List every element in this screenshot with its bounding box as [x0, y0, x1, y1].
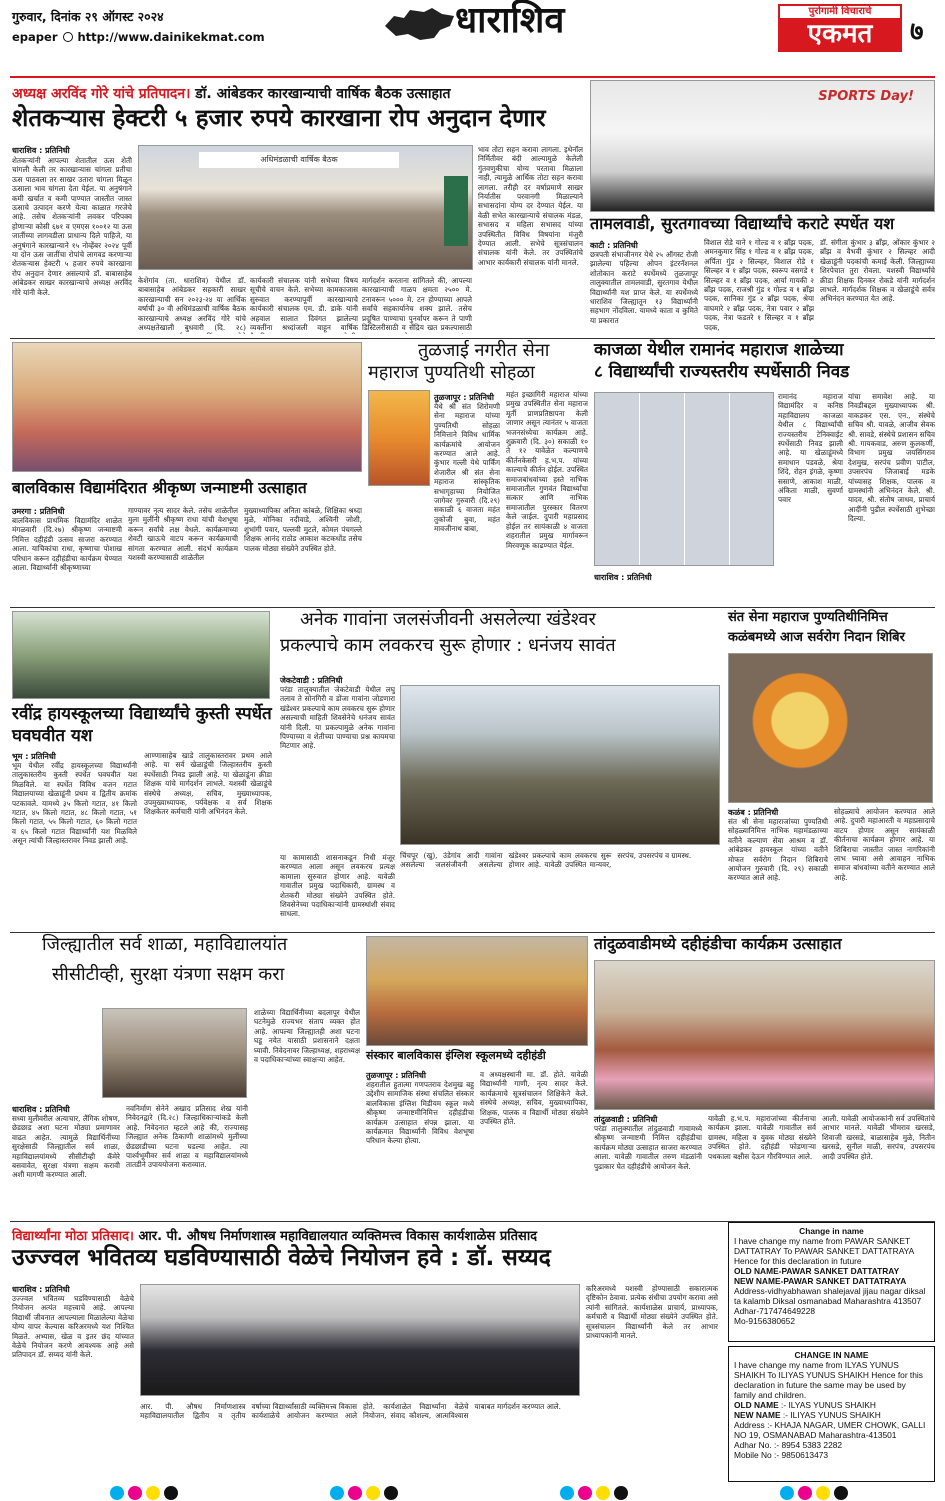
podium-logo: [444, 176, 468, 246]
dateline: कळंब : प्रतिनिधी: [728, 808, 779, 817]
body-col-1: परंडा तालुक्यातील जेकटेवाडी येथील लघु तलाव ते सोनगिरी व डोंजा गावांना जोडणारा खंडेश्वर प्रकल्पाचे काम लवकरच सुरू होणार असल्याची माहिती शिवसेनेचे धनंजय सावंत यांनी दिली. या प्रकल्पामुळे अनेक गावांना पिण्याच्या व शेतीच्या पाण्याचा प्रश्न कायमचा मिटणार आहे.: [280, 685, 395, 751]
reg-group-1: [110, 1486, 178, 1500]
body-col-1: भूम येथील रवींद्र हायस्कूलच्या विद्यार्थ्यांनी तालुकास्तरीय कुस्ती स्पर्धेत घवघवीत यश मिळविले. या स्पर्धेत विविध वजन गटात विद्यालयाच्या खेळाडूंनी प्रथम व द्वितीय क्रमांक पटकावले. यामध्ये ३५ किलो गटात, ४१ किलो गटात, ४५ किलो गटात, ४८ किलो गटात, ५१ किलो गटात, ५५ किलो गटात, ६० किलो गटात व ६५ किलो गटात विद्यार्थ्यांनी यश मिळविले असून त्यांची जिल्हास्तरावर निवड झाली आहे.: [12, 761, 137, 846]
body-col-2: गाण्यावर नृत्य सादर केले. तसेच शाळेतील मुला मुलींनी श्रीकृष्ण राधा यांची वेशभूषा करून सर्वांचे लक्ष वेधले. कार्यक्रमाच्या शेवटी खाऊचे वाटप करून कार्यक्रमाची सांगता करण्यात आली. संदर्भ कार्यक्रम यशस्वी करण्यासाठी शाळेतील: [128, 506, 238, 563]
body-col-2: व अध्यक्षस्थानी मा. डॉ. होते. यावेळी विद्यार्थ्यांनी गाणी, नृत्य सादर केले. कार्यक्रमाचे सूत्रसंचालन शिक्षिकेने केले. संस्थेचे अध्यक्ष, सचिव, मुख्याध्यापिका, शिक्षक, पालक व विद्यार्थी मोठ्या संख्येने उपस्थित होते.: [480, 1070, 588, 1127]
body-col-3: डॉ. संगीता कुंभार ३ ब्राँझ, ओंकार कुंभार २ ब्राँझ व वैभवी कुंभार २ सिल्व्हर आदी खेळाडूंनी पदकांची कमाई केली. जिल्ह्याच्या शिरपेचात तुरा रोवला. यशस्वी विद्यार्थ्यांचे क्रीडा शिक्षक दिनकर रोकडे यांनी मार्गदर्शन लाभले. मार्गदर्शक शिक्षक व खेळाडूंचे सर्वत्र अभिनंदन करण्यात येत आहे.: [820, 238, 935, 304]
magenta-dot-icon: [348, 1486, 362, 1500]
notice-title: CHANGE IN NAME: [794, 1350, 869, 1360]
karate-photo: [590, 80, 935, 212]
body-col-3: कार्यकारी संचालक यांनी सभेच्या विषय सूचीचे वाचन केले. सभेच्या कामकाजास सुरुवात करण्यापूर्वी कारखान्याचे कार्यकारी संचालक एम. डी. डाके यांनी अहवाल सालात दिवंगत झालेल्या व्यक्तींना श्रध्दांजली वाहून वार्षिक: [250, 276, 358, 333]
headline-line-2: सीसीटीव्ही, सुरक्षा यंत्रणा सक्षम करा: [52, 964, 285, 985]
headline-line-2: महाराज पुण्यतिथी सोहळा: [368, 362, 535, 383]
story-kajala-selection: [594, 342, 935, 604]
story-tandulwadi-dahihandi: [594, 936, 935, 1218]
story-wrestling: [12, 611, 272, 929]
cyan-dot-icon: [110, 1486, 124, 1500]
address-label: Address: [734, 1420, 765, 1430]
epaper-line: [12, 30, 265, 44]
wrestling-photo: [12, 611, 270, 699]
notice-adhar-row: [734, 1440, 929, 1450]
body-col-1: येथे श्री संत शिरोमणी सेना महाराज यांच्या पुण्यतिथी सोहळा निमित्ताने विविध धार्मिक कार्यक्रमांचे आयोजन करण्यात आले आहे. कुंभार गल्ली येथे पार्किंग शेजारील श्री संत सेना महाराज सांस्कृतिक सभागृहाच्या नियोजित जागेवर गुरुवारी (दि.२९) सकाळी ६ वाजता महंत तुकोजी बुवा, महंत मावजीनाथ बाबा,: [434, 402, 500, 534]
notice-mobile: Mo-9156380652: [734, 1316, 796, 1326]
meeting-banner: अधिमंडळाची वार्षिक बैठक: [199, 152, 399, 168]
new-value: :- ILIYAS YUNUS SHAIKH: [782, 1410, 881, 1420]
body-col-2: आण्णासाहेब खाडे तालुकास्तरावर प्रथम आले आहे. या सर्व खेळाडूंची जिल्हास्तरीय कुस्ती स्पर्धेसाठी निवड झाली आहे. या खेळाडूंना क्रीडा शिक्षक यांचे मार्गदर्शन लाभले. यशस्वी खेळाडूंचे संस्थेचे अध्यक्ष, सचिव, मुख्याध्यापक, उपमुख्याध्यापक, पर्यवेक्षक व सर्व शिक्षक शिक्षकेतर कर्मचारी यांनी अभिनंदन केले.: [144, 751, 272, 817]
memorandum-photo: [102, 1008, 247, 1098]
section-title: धाराशिव: [455, 0, 565, 41]
new-label: NEW NAME: [734, 1410, 781, 1420]
body-col-1: छत्रपती संभाजीनगर येथे २५ ऑगस्ट रोजी झालेल्या पहिल्या ओपन इंटरनॅशनल शोतोकान कराटे स्पर्धेमध्ये तुळजापूर तालुक्यातील तामलवाडी, सुरतगाव येथील विद्यार्थ्यांनी यश प्राप्त केले. या स्पर्धेमध्ये धाराशिव जिल्ह्यातून १३ विद्यार्थ्यांनी सहभाग नोंदविला. यामध्ये काता व कुमिते या प्रकारात: [590, 250, 698, 325]
photo-caption: चिंचपूर (खु), उंडेगांव आदी गावांना असलेल्या जलसंजीवनी असलेल्या खंडेश्वर प्रकल्पाचे काम लवकरच सुरू होणार आहे. यावेळी उपस्थित मान्यवर, सरपंच, उपसरपंच व ग्रामस्थ.: [400, 851, 692, 870]
story-tuljapur-sena-maharaj: [368, 342, 588, 604]
body-col-2: सोहळ्याचे आयोजन करण्यात आले आहे. दुपारी महाआरती व महाप्रसादाचे वाटप होणार असून सायंकाळी कीर्तनाचा कार्यक्रम होणार आहे. या शिबिराचा जास्तीत जास्त नागरिकांनी लाभ घ्यावा असे आवाहन नाभिक समाज बांधवांच्या वतीने करण्यात आले आहे.: [834, 807, 935, 882]
notice-title: Change in name: [799, 1226, 864, 1236]
notice-address-row: [734, 1420, 929, 1440]
dateline: धाराशिव : प्रतिनिधी: [12, 1105, 70, 1114]
yellow-dot-icon: [366, 1486, 380, 1500]
black-dot-icon: [384, 1486, 398, 1500]
story-kalamb-camp: [728, 611, 935, 929]
brand-tagline: पुरोगामी विचाराचे: [808, 6, 872, 17]
body-col-3: मुख्याध्यापिका अनिता कांबळे, शिक्षिका श्रध्दा मुळे, मोनिका नदीवाडे, अश्विनी जोशी, शुभांगी पवार, पल्लवी मुटले, कोमल पंचगल्ले शिक्षक आनंद राठोड आकाश कटकधोंड तसेच पालक मोठ्या संख्येने उपस्थित होते.: [244, 506, 362, 553]
story-sanskar-dahihandi: [366, 936, 588, 1218]
notice-mobile-row: [734, 1450, 929, 1460]
address-value: :- KHAJA NAGAR, UMER CHOWK, GALLI NO 19, OSMANABAD Maharashtra-413501: [734, 1420, 926, 1440]
issue-date: गुरुवार, दिनांक २९ ऑगस्ट २०२४: [12, 9, 164, 24]
epaper-label: epaper: [12, 30, 58, 44]
notice-body: I have change my name from PAWAR SANKET DATTATRAY To PAWAR SANKET DATTATRAYA Hence for this declaration in future: [734, 1236, 914, 1266]
registration-marks: [0, 1486, 945, 1501]
row-rule-3: [10, 932, 935, 933]
body-col-1: शहरातील हुतात्मा गणपतराव देशमुख बहु उद्देशीय सामाजिक संस्था संचलित संस्कार बालविकास इंग्लिश मिडीयम स्कूल मध्ये श्रीकृष्ण जन्माष्टमीनिमित्त दहीहंडीचा कार्यक्रम उत्साहात संपन्न झाला. या कार्यक्रमात विद्यार्थ्यांनी विविध वेशभूषा परिधान केल्या होत्या.: [366, 1080, 474, 1146]
body-col-5: भाव तोटा सहन करावा लागला. इथेनॉल निर्मितीवर बंदी आल्यामुळे केलेली गुंतवणुकीचा योग्य परतावा मिळाला नाही, त्यामुळे आर्थिक तोटा सहन करावा लागला. तरीही दर वर्षाप्रमाणे साखर निर्यातीस परवानगी मिळाल्याने सभासदांना योग्य दर देण्यात येईल. या वेळी सभेत कारखान्याचे संचालक मंडळ, सभासद व महिला सभासद यांच्या उपस्थितीत विविध विषयांना मंजुरी देण्यात आली. सभेचे सूत्रसंचालन संचालक यांनी केले. तर उपस्थितांचे आभार कार्यकारी संचालक यांनी मानले.: [478, 145, 583, 267]
adhar-value: :- 8954 5383 2282: [774, 1440, 843, 1450]
body-col-2: नवनिर्माण सेनेने अखाद प्रतिसाद शेख यांनी निवेदनद्वारे (दि.२८) जिल्हाधिकाऱ्यांकडे केली आहे. निवेदनात म्हटले आहे की, राज्यासह जिल्ह्यात अनेक ठिकाणी शाळांमध्ये मुलींच्या छेडछाडीच्या घटना घडल्या आहेत. त्या पार्श्वभूमीवर सर्व शाळा व महाविद्यालयांमध्ये तातडीने उपाययोजना कराव्यात.: [126, 1104, 248, 1170]
notice-old-name: OLD NAME-PAWAR SANKET DATTATRAY: [734, 1266, 900, 1276]
headline-line-1: तुळजाई नगरीत सेना: [418, 340, 550, 361]
sports-day-banner: SPORTS Day!: [818, 89, 914, 104]
mobile-value: :- 9850613473: [774, 1450, 829, 1460]
dateline: तुळजापूर : प्रतिनिधी: [434, 393, 494, 402]
dateline: उमरगा : प्रतिनिधी: [12, 507, 65, 516]
headline: बालविकास विद्यामंदिरात श्रीकृष्ण जन्माष्टमी उत्साहात: [12, 479, 307, 497]
headline: रवींद्र हायस्कूलच्या विद्यार्थ्यांचे कुस्ती स्पर्धेत घवघवीत यश: [12, 704, 272, 746]
kicker-red: विद्यार्थ्यांना मोठा प्रतिसाद।: [12, 1229, 134, 1244]
mobile-label: Mobile No: [734, 1450, 772, 1460]
map-icon: [380, 4, 460, 44]
headline: तांदुळवाडीमध्ये दहीहंडीचा कार्यक्रम उत्साहात: [594, 935, 842, 953]
headline-line-2: प्रकल्पाचे काम लवकरच सुरू होणार : धनंजय सावंत: [280, 635, 616, 656]
reg-group-4: [780, 1486, 848, 1500]
dateline: धाराशिव : प्रतिनिधी: [594, 573, 652, 582]
name-change-notice-2: [728, 1346, 935, 1482]
name-change-notice-1: [728, 1222, 935, 1342]
black-dot-icon: [834, 1486, 848, 1500]
story-khandeshwar: [280, 611, 720, 929]
black-dot-icon: [164, 1486, 178, 1500]
headline-line-1: जिल्ह्यातील सर्व शाळा, महाविद्यालयांत: [42, 934, 288, 955]
masthead: [0, 0, 945, 78]
dahihandi-school-photo: [366, 936, 588, 1046]
body-col-1: परंडा तालुक्यातील तांदुळवाडी गावामध्ये श्रीकृष्ण जन्माष्टमी निमित्त दहीहंडीचा कार्यक्रम मोठ्या उत्साहात साजरा करण्यात आला. यावेळी गावातील तरुण मंडळांनी पुढाकार घेत दहीहंडीचे आयोजन केले.: [594, 1124, 702, 1171]
idol-photo: [728, 653, 933, 803]
row-rule-1: [10, 338, 935, 339]
story-kicker: [12, 84, 451, 103]
old-label: OLD NAME: [734, 1400, 779, 1410]
body-col-2: आर. पी. औषध निर्माणशास्त्र महाविद्यालयातील द्वितीय व तृतीय वर्षाच्या विद्यार्थ्यांसाठी व्यक्तिमत्त्व विकास कार्यशाळेचे आयोजन करण्यात आले होते. कार्यशाळेत विद्यार्थ्यांना वेळेचे नियोजन, संवाद कौशल्य, आत्मविश्वास याबाबत मार्गदर्शन करण्यात आले.: [140, 1402, 561, 1421]
story-karate: [590, 80, 935, 335]
magenta-dot-icon: [798, 1486, 812, 1500]
dateline: जेकटेवाडी : प्रतिनिधी: [280, 676, 343, 685]
headline-line-1: संत सेना महाराज पुण्यतिथीनिमित्त: [728, 610, 888, 625]
row-rule-2: [10, 607, 935, 608]
notice-old-row: [734, 1400, 929, 1410]
dateline: तुळजापूर : प्रतिनिधी: [366, 1071, 426, 1080]
body-col-3: शाळेच्या विद्यार्थिनीच्या बदलापूर येथील घटनेमुळे राज्यभर संताप व्यक्त होत आहे. आपल्या जिल्ह्यातही अशा घटना घडू नयेत यासाठी प्रशासनाने दक्षता घ्यावी. निवेदनावर जिल्हाध्यक्ष, शहराध्यक्ष व पदाधिकाऱ्यांच्या स्वाक्षऱ्या आहेत.: [254, 1008, 360, 1065]
kicker-text: आर. पी. औषध निर्माणशास्त्र महाविद्यालयात व्यक्तिमत्त्व विकास कार्यशाळेस प्रतिसाद: [138, 1229, 538, 1244]
story-factory-subsidy: [0, 80, 585, 335]
body-col-1: बालविकास प्राथमिक विद्यामंदिर शाळेत मंगळवारी (दि.२७) श्रीकृष्ण जन्माष्टमी निमित्त दहीहंडी उत्सव साजरा करण्यात आला. याचिकांचा राधा, कृष्णाचा पोशाख परिधान करून दहीहंडीचा कार्यक्रम घेण्यात आला. विद्यार्थ्यांनी श्रीकृष्णाच्या: [12, 516, 122, 573]
body-col-2: विशाल रोडे याने १ गोल्ड व १ ब्राँझ पदक, अमनकुमार सिंह १ गोल्ड व १ ब्राँझ पदक, अर्पिता गुंड २ सिल्व्हर, विशाल रोडे १ सिल्व्हर व १ ब्राँझ पदक, स्वरूप वसगडे १ सिल्व्हर व १ ब्राँझ पदक, आर्या गायकी २ ब्राँझ पदक, राजश्री गुंड १ गोल्ड व १ ब्राँझ पदक, सानिका गुंड २ ब्राँझ पदक, श्रेया वाघमारे २ ब्राँझ पदक, नेत्रा पवार २ ब्राँझ पदक, नेत्रा फडतरे १ सिल्व्हर व १ ब्राँझ पदक,: [704, 238, 814, 332]
headline-line-2: कळंबमध्ये आज सर्वरोग निदान शिबिर: [728, 630, 905, 645]
notice-adhar: Adhar-717474649228: [734, 1306, 816, 1316]
body-col-2: यावेळी ह.भ.प. महाराजांच्या कीर्तनाचा कार्यक्रम झाला. यावेळी गावातील सर्व ग्रामस्थ, महिला व युवक मोठ्या संख्येने उपस्थित होते. दहीहंडी फोडणाऱ्या पथकाला बक्षीस देऊन गौरविण्यात आले.: [708, 1114, 816, 1161]
cyan-dot-icon: [560, 1486, 574, 1500]
story-kicker: [12, 1226, 537, 1244]
tandulwadi-photo: [594, 960, 935, 1110]
kicker-text: डॉ. आंबेडकर कारखान्याची वार्षिक बैठक उत्साहात: [195, 86, 451, 102]
adhar-label: Adhar No.: [734, 1440, 772, 1450]
body-col-4: मार्गदर्शन करताना सांगितले की, आपल्या कारखान्याची गाळप क्षमता २५०० मे. टनावरून ५००० मे. टन होण्याच्या आपले सर्वांचे सहकार्यानेच शक्य झाले. तसेच प्रदूषित पाण्याचा पुनर्वापर करून ते पाणी डिस्टिलरीसाठी व सेंद्रिय खत प्रकल्पासाठी: [362, 276, 472, 333]
body-col-1: संत श्री सेना महाराजांच्या पुण्यतिथी सोहळ्यानिमित्त नाभिक महामंडळाच्या वतीने कल्याण सेवा आश्रम व डॉ. आंबेडकर हायस्कूल यांच्या वतीने मोफत सर्वरोग निदान शिबिराचे आयोजन गुरुवारी (दि. २९) सकाळी करण्यात आले आहे.: [728, 817, 828, 883]
dateline: तांदुळवाडी : प्रतिनिधी: [594, 1115, 658, 1124]
reg-group-2: [330, 1486, 398, 1500]
globe-icon: [63, 32, 73, 42]
janmashtami-photo: [12, 342, 362, 472]
headline-line-2: ८ विद्यार्थ्यांची राज्यस्तरीय स्पर्धेसाठी निवड: [594, 362, 850, 382]
meeting-photo: [138, 145, 473, 270]
page-number: ७: [910, 17, 924, 47]
site-link[interactable]: http://www.dainikekmat.com: [77, 30, 265, 44]
body-col-3: आली. यावेळी आयोजकांनी सर्व उपस्थितांचे आभार मानले. यावेळी भीमराव खरसडे, शिवाजी खरसडे, बाळासाहेब मुळे, नितीन खरसडे, सुनील माळी, सरपंच, उपसरपंच आदी उपस्थित होते.: [822, 1114, 935, 1161]
yellow-dot-icon: [146, 1486, 160, 1500]
notice-body: I have change my name from ILYAS YUNUS SHAIKH To ILIYAS YUNUS SHAIKH Hence for this declaration in future the same may be used by family and children.: [734, 1360, 923, 1400]
sena-maharaj-photo: [368, 390, 430, 486]
magenta-dot-icon: [128, 1486, 142, 1500]
notice-address: Address-vidhyabhawan shalejaval jijau nagar diksal ta kalamb Diksal osmanabad Maharashtra 413507: [734, 1286, 926, 1306]
headline: उज्ज्वल भवितव्य घडविण्यासाठी वेळेचे नियोजन हवे : डॉ. सय्यद: [12, 1245, 551, 1271]
body-col-1: सध्या मुलीवरील अत्याचार, लैंगिक शोषण, छेडछाड अशा घटना मोठ्या प्रमाणावर वाढत आहेत. त्यामुळे विद्यार्थिनींच्या सुरक्षेसाठी जिल्ह्यातील सर्व शाळा, महाविद्यालयांमध्ये सीसीटीव्ही कॅमेरे बसवावेत, सुरक्षा यंत्रणा सक्षम करावी अशी मागणी करण्यात आली.: [12, 1114, 120, 1180]
body-col-1: उज्ज्वल भवितव्य घडविण्यासाठी वेळेचे नियोजन अत्यंत महत्त्वाचे आहे. आपल्या विद्यार्थी जीवनात आपल्याला मिळालेल्या वेळेचा योग्य वापर केल्यास करिअरमध्ये यश निश्चित मिळते. अभ्यास, खेळ व इतर छंद यांच्यात वेळेचे नियोजन करणे आवश्यक आहे असे प्रतिपादन डॉ. सय्यद यांनी केले.: [12, 1294, 134, 1360]
yellow-dot-icon: [596, 1486, 610, 1500]
story-cctv-demand: [12, 936, 360, 1218]
old-value: :- ILYAS YUNUS SHAIKH: [781, 1400, 876, 1410]
yellow-dot-icon: [816, 1486, 830, 1500]
body-col-2: केशेगांव (ता. धाराशिव) येथील डॉ. बाबासाहेब आंबेडकर सहकारी साखर कारखान्याची सन २०२३-२४ या आर्थिक वर्षाची ३० वी अधिमंडळाची वार्षिक बैठक कारखान्याचे अध्यक्ष अरविंद गोरे यांचे अध्यक्षतेखाली बुधवारी (दि. २८): [138, 276, 246, 333]
body-col-1: रामानंद महाराज विद्यामंदिर व कनिष्ठ महाविद्यालय काजळा येथील ८ विद्यार्थ्यांची राज्यस्तरीय टेनिक्वाईट स्पर्धेसाठी निवड झाली आहे. या खेळाडूंमध्ये समाधान पडवळे, श्रेया शिंदे, रोहन इंगळे, कृष्णा ससाणे, आकाश माळी, अंकिता माळी, सुवर्णा पवार: [778, 392, 843, 505]
body-col-1: शेतकऱ्यांनी आपल्या शेतातील ऊस शेती चांगली केली तर कारखान्यास चांगला प्रतीचा ऊस पाठवला तर साखर उतारा चांगला मिळून ऊसाला भाव चांगला देता येईल. या अनुषंगाने कमी खर्चात व कमी पाण्यात जास्तीत जास्त ऊसाचे उत्पादन करणे येत्या काळात गरजेचे आहे. तसेच शेतकऱ्यांनी लवकर परिपक्व होणाऱ्या कोसी ६७१ व एमएस १००१२ या ऊस जातींच्या लागवडीला प्राधान्य दिले पाहिजे, या अनुषंगाने कारखान्याने १५ नोव्हेंबर २०२४ पूर्वी या दोन ऊस जातींचा रोपांचे लागवड करणाऱ्या शेतकऱ्यास हेक्टरी ५ हजार रुपये कारखाना रोप अनुदान देणार असल्याचे डॉ. बाबासाहेब आंबेडकर साखर कारखान्याचे अध्यक्ष अरविंद गोरे यांनी केले.: [12, 156, 132, 297]
notice-new-row: [734, 1410, 929, 1420]
cyan-dot-icon: [330, 1486, 344, 1500]
headline: संस्कार बालविकास इंग्लिश स्कूलमध्ये दहीहंडी: [366, 1049, 546, 1062]
headline-line-1: काजळा येथील रामानंद महाराज शाळेच्या: [594, 340, 844, 360]
dateline: धाराशिव : प्रतिनिधी: [12, 1285, 70, 1294]
masthead-rule: [10, 76, 935, 78]
dateline: भूम : प्रतिनिधी: [12, 752, 56, 761]
headline: शेतकऱ्यास हेक्टरी ५ हजार रुपये कारखाना रोप अनुदान देणार: [12, 104, 546, 132]
black-dot-icon: [614, 1486, 628, 1500]
reg-group-3: [560, 1486, 628, 1500]
workshop-photo: [140, 1284, 580, 1396]
dateline: धाराशिव : प्रतिनिधी: [12, 146, 70, 155]
body-col-2: महंत इच्छागिरी महाराज यांच्या प्रमुख उपस्थितीत सेना महाराज मूर्ती प्राणप्रतिष्ठापना केली जाणार असून त्यानंतर ५ वाजता भजनसंध्येचा कार्यक्रम आहे. शुक्रवारी (दि. ३०) सकाळी १० ते १२ यावेळेत कल्याणचे कीर्तनकेसरी ह.भ.प. यांच्या काल्याचे कीर्तन होईल. उपस्थित समाजबांधवांच्या हस्ते नाभिक समाजातील गुणवंत विद्यार्थ्यांचा सत्कार आणि नाभिक समाजातील पुरस्कार वितरण केले जाईल. दुपारी महाप्रसाद होईल तर सायंकाळी ४ वाजता शहरातील प्रमुख मार्गावरून मिरवणूक काढण्यात येईल.: [506, 390, 588, 550]
body-col-2: यांचा समावेश आहे. या निवडीबद्दल मुख्याध्यापक श्री. वाकडकर एस. एन., संस्थेचे सचिव श्री. यावळे, आजीव सेवक श्री. सावडे, संस्थेचे प्रशासन सचिव श्री. गायकवाड, अरुण कुलकर्णी, विभाग प्रमुख जयसिंगराव देशमुख, सरपंच प्रवीण पाटील, उपसरपंच जिजाबाई मडके यांच्यासह शिक्षक, पालक व ग्रामस्थांनी अभिनंदन केले. श्री. यादव, श्री. संतोष जाधव, प्राचार्य आदींनी पुढील स्पर्धेसाठी शुभेच्छा दिल्या.: [848, 392, 935, 524]
headline: तामलवाडी, सुरतगावच्या विद्यार्थ्यांचे कराटे स्पर्धेत यश: [590, 214, 895, 233]
headline-line-1: अनेक गावांना जलसंजीवनी असलेल्या खंडेश्वर: [300, 609, 596, 630]
student-photo-grid: [594, 392, 774, 566]
story-pharmacy-workshop: [0, 1224, 720, 1484]
project-photo: [400, 685, 720, 845]
magenta-dot-icon: [578, 1486, 592, 1500]
body-col-2: या कामासाठी शासनाकडून निधी मंजूर करण्यात आला असून लवकरच प्रत्यक्ष कामाला सुरुवात होणार आहे. यावेळी गावातील प्रमुख पदाधिकारी, ग्रामस्थ व शेतकरी मोठ्या संख्येने उपस्थित होते. शिवसेनेच्या पदाधिकाऱ्यांनी ग्रामस्थांशी संवाद साधला.: [280, 853, 395, 919]
brand-box: [778, 4, 902, 52]
cyan-dot-icon: [780, 1486, 794, 1500]
brand-logo: एकमत: [780, 18, 900, 50]
kicker-red: अध्यक्ष अरविंद गोरे यांचे प्रतिपादन।: [12, 86, 191, 102]
dateline: काटी : प्रतिनिधी: [590, 241, 638, 250]
body-col-3: करिअरमध्ये यशस्वी होण्यासाठी सकारात्मक दृष्टिकोन ठेवावा. प्रत्येक संधीचा उपयोग करावा असे त्यांनी सांगितले. कार्यशाळेस प्राचार्य, प्राध्यापक, कर्मचारी व विद्यार्थी मोठ्या संख्येने उपस्थित होते. सूत्रसंचालन विद्यार्थ्यांनी केले तर आभार प्राध्यापकांनी मानले.: [586, 1284, 718, 1341]
story-balvikas-janmashtami: [12, 342, 362, 604]
notice-new-name: NEW NAME-PAWAR SANKET DATTATRAYA: [734, 1276, 907, 1286]
